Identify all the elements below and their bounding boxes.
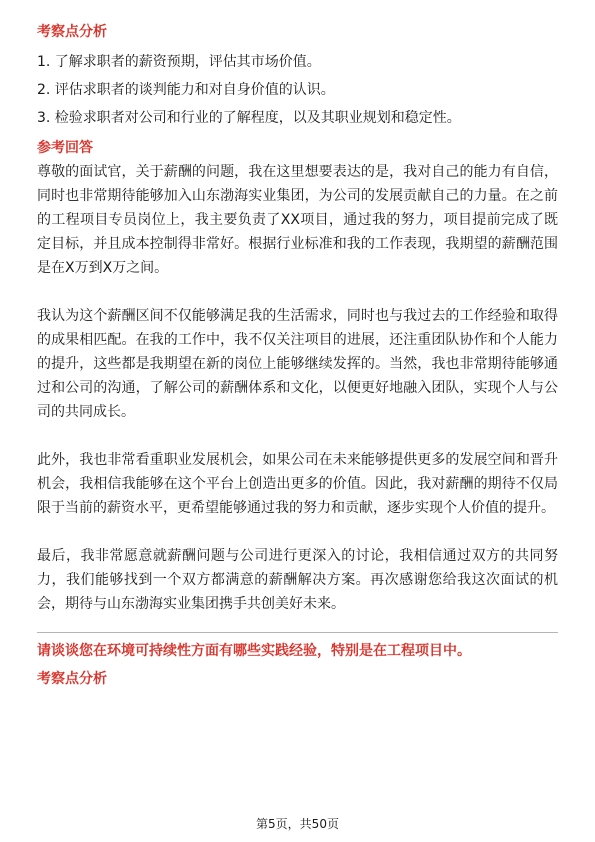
document-page [37,20,558,691]
answer-paragraph-2: 我认为这个薪酬区间不仅能够满足我的生活需求，同时也与我过去的工作经验和取得的成果相匹配。在我的工作中，我不仅关注项目的进展，还注重团队协作和个人能力的提升，这些都是我期望在新的岗位上能够继续发挥的。当然，我也非常期待能够通过和公司的沟通，了解公司的薪酬体系和文化，以便更好地融入团队，实现个人与公司的共同成长。 [37,308,558,420]
answer-paragraph-4: 最后，我非常愿意就薪酬问题与公司进行更深入的讨论，我相信通过双方的共同努力，我们能够找到一个双方都满意的薪酬解决方案。再次感谢您给我这次面试的机会，期待与山东渤海实业集团携手共创美好未来。 [37,548,558,612]
answer-paragraph-3: 此外，我也非常看重职业发展机会，如果公司在未来能够提供更多的发展空间和晋升机会，我相信我能够在这个平台上创造出更多的价值。因此，我对薪酬的期待不仅局限于当前的薪资水平，更希望能够通过我的努力和贡献，逐步实现个人价值的提升。 [37,452,558,516]
analysis-point-3: 3. 检验求职者对公司和行业的了解程度，以及其职业规划和稳定性。 [37,110,461,126]
next-question: 请谈谈您在环境可持续性方面有哪些实践经验，特别是在工程项目中。 [37,643,471,659]
answer-paragraph-1: 尊敬的面试官，关于薪酬的问题，我在这里想要表达的是，我对自己的能力有自信，同时也非常期待能够加入山东渤海实业集团，为公司的发展贡献自己的力量。在之前的工程项目专员岗位上，我主要负责了XX项目，通过我的努力，项目提前完成了既定目标，并且成本控制得非常好。根据行业标准和我的工作表现，我期望的薪酬范围是在X万到X万之间。 [37,164,558,276]
analysis-point-2: 2. 评估求职者的谈判能力和对自身价值的认识。 [37,82,335,98]
analysis-heading: 考察点分析 [37,24,107,40]
analysis-point-1: 1. 了解求职者的薪资预期，评估其市场价值。 [37,54,321,70]
next-analysis-heading: 考察点分析 [37,671,107,687]
page-number: 第5页，共50页 [256,817,339,831]
reference-answer-heading: 参考回答 [37,140,93,156]
section-divider [37,632,558,633]
